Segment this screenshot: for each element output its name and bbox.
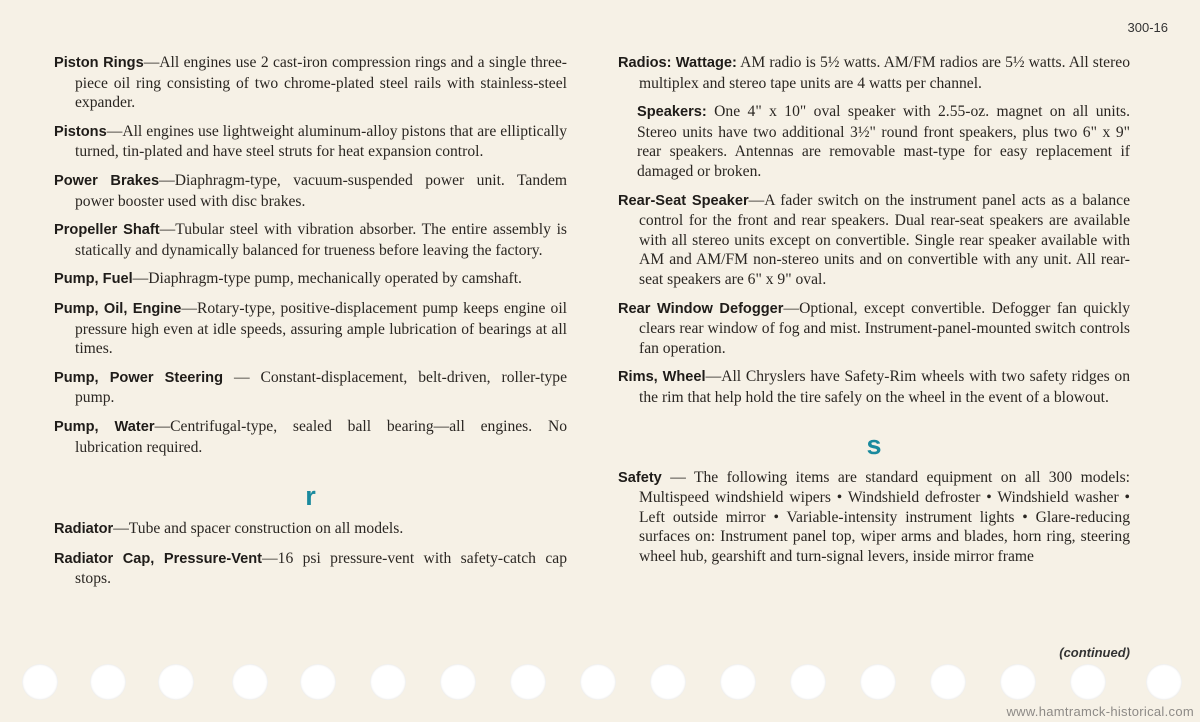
right-column xyxy=(618,53,1130,575)
binder-hole xyxy=(650,664,686,700)
binder-hole xyxy=(720,664,756,700)
entry-pistons xyxy=(54,122,567,162)
section-letter-r: r xyxy=(305,481,316,512)
entry-text: —Optional, except convertible. Defogger fan quickly clears rear window of fog and mist. Instrument-panel-mounted switch controls fan operation. xyxy=(639,299,1130,357)
binder-hole xyxy=(232,664,268,700)
entry-term: Speakers: xyxy=(637,104,707,121)
entry-text: —Tube and spacer construction on all models. xyxy=(113,520,404,538)
entry-text: —A fader switch on the instrument panel acts as a balance control for the front and rear speakers. Dual rear-seat speakers are available with all stereo units except on convertible. Single rear speaker available with AM and AM/FM non-stereo units and on convertible with any unit. All rear-seat speakers are 6" x 9" oval. xyxy=(639,191,1130,288)
entry-term: Rear-Seat Speaker xyxy=(618,192,749,209)
entry-pump-power-steering xyxy=(54,368,567,408)
watermark: www.hamtramck-historical.com xyxy=(1006,704,1194,719)
entry-text: —All engines use lightweight aluminum-alloy pistons that are elliptically turned, tin-plated and have steel struts for heat expansion control. xyxy=(75,122,567,161)
entry-text: —Tubular steel with vibration absorber. The entire assembly is statically and dynamically balanced for trueness before leaving the factory. xyxy=(75,221,567,259)
entry-pump-water xyxy=(54,417,567,457)
binder-hole xyxy=(440,664,476,700)
entry-speakers xyxy=(618,102,1130,181)
entry-radios-wattage xyxy=(618,53,1130,93)
entry-text: — The following items are standard equipment on all 300 models: Multispeed windshield wipers • Windshield defroster • Windshield washer • Left outside mirror • Variable-intensity instrument lights • Glare-reducing surfaces on: Instrument panel top, wiper arms and blades, horn ring, steering wheel hub, gearshift and turn-signal levers, inside mirror frame xyxy=(639,468,1130,565)
binder-hole xyxy=(510,664,546,700)
entry-term: Safety xyxy=(618,469,662,486)
entry-term: Pump, Power Steering xyxy=(54,369,223,386)
entry-text: —All engines use 2 cast-iron compression rings and a single three-piece oil ring consisting of two chrome-plated steel rails with stainless-steel expander. xyxy=(75,54,567,112)
binder-holes xyxy=(0,664,1200,704)
entry-text: —Centrifugal-type, sealed ball bearing—all engines. No lubrication required. xyxy=(75,417,567,456)
entry-pump-fuel xyxy=(54,269,567,290)
entry-text: — Constant-displacement, belt-driven, roller-type pump. xyxy=(75,368,568,407)
binder-hole xyxy=(790,664,826,700)
binder-hole xyxy=(1070,664,1106,700)
entry-rear-seat-speaker xyxy=(618,191,1130,290)
section-letter-s: s xyxy=(866,429,882,460)
entry-rear-window-defogger xyxy=(618,299,1130,359)
entry-term: Rear Window Defogger xyxy=(618,300,784,317)
entry-safety xyxy=(618,468,1130,567)
entry-term: Radiator Cap, Pressure-Vent xyxy=(54,550,263,567)
entry-radiator-cap xyxy=(54,549,567,589)
entry-text: —All Chryslers have Safety-Rim wheels with two safety ridges on the rim that help hold the tire safely on the wheel in the event of a blowout. xyxy=(639,368,1130,406)
continued-label: (continued) xyxy=(1059,645,1130,660)
entry-term: Piston Rings xyxy=(54,55,144,71)
entry-term: Radios: Wattage: xyxy=(618,55,737,71)
binder-hole xyxy=(370,664,406,700)
entry-term: Power Brakes xyxy=(54,172,160,189)
entry-term: Pistons xyxy=(54,123,107,140)
binder-hole xyxy=(1000,664,1036,700)
entry-text: —16 psi pressure-vent with safety-catch cap stops. xyxy=(75,549,567,588)
entry-term: Rims, Wheel xyxy=(618,369,706,386)
entry-term: Pump, Fuel xyxy=(54,271,133,288)
binder-hole xyxy=(580,664,616,700)
entry-text: —Diaphragm-type, vacuum-suspended power unit. Tandem power booster used with disc brakes. xyxy=(75,171,567,210)
binder-hole xyxy=(22,664,58,700)
entry-term: Propeller Shaft xyxy=(54,222,160,239)
entry-text: AM radio is 5½ watts. AM/FM radios are 5½ watts. All stereo multiplex and stereo tape units are 4 watts per channel. xyxy=(639,54,1130,92)
left-column xyxy=(54,53,567,598)
binder-hole xyxy=(860,664,896,700)
binder-hole xyxy=(300,664,336,700)
page-number: 300-16 xyxy=(1127,20,1168,35)
entry-power-brakes xyxy=(54,171,567,211)
entry-propeller-shaft xyxy=(54,220,567,260)
entry-text: One 4" x 10" oval speaker with 2.55-oz. magnet on all units. Stereo units have two additional 3½" round front speakers, plus two 6" x 9" rear speakers. Antennas are removable mast-type for easy replacement if damaged or broken. xyxy=(637,103,1130,180)
entry-piston-rings xyxy=(54,53,567,113)
entry-radiator xyxy=(54,519,567,540)
entry-rims-wheel xyxy=(618,367,1130,407)
binder-hole xyxy=(930,664,966,700)
binder-hole xyxy=(158,664,194,700)
entry-term: Radiator xyxy=(54,521,114,538)
binder-hole xyxy=(1146,664,1182,700)
entry-pump-oil-engine xyxy=(54,299,567,359)
entry-text: —Diaphragm-type pump, mechanically operated by camshaft. xyxy=(132,270,522,288)
entry-text: —Rotary-type, positive-displacement pump keeps engine oil pressure high even at idle speeds, assuring ample lubrication of bearings at all times. xyxy=(75,299,567,358)
entry-term: Pump, Oil, Engine xyxy=(54,300,182,317)
binder-hole xyxy=(90,664,126,700)
entry-term: Pump, Water xyxy=(54,418,155,435)
